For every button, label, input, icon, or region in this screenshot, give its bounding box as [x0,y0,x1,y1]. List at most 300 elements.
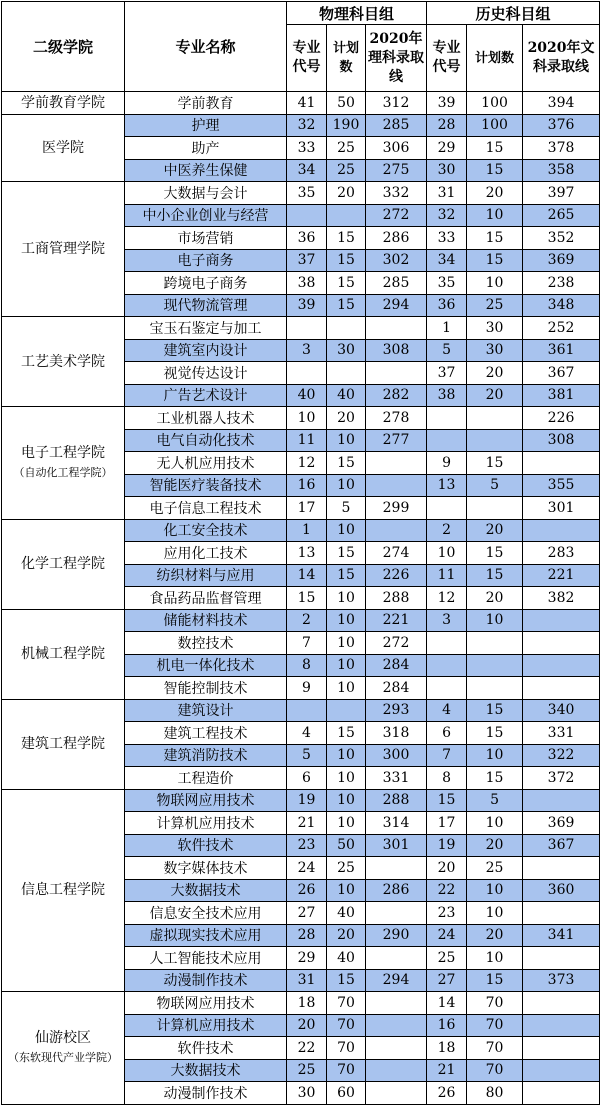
history-plan-cell: 15 [467,699,523,722]
history-code-cell: 20 [427,857,467,880]
college-cell [2,182,125,317]
history-code-cell: 29 [427,137,467,160]
physics-code-cell: 11 [287,429,327,452]
history-plan-cell: 15 [467,452,523,475]
history-plan-cell: 80 [467,1082,523,1105]
major-name-cell: 电子商务 [125,249,287,272]
history-code-cell: 1 [427,317,467,340]
history-score-cell: 341 [523,924,600,947]
history-code-cell: 9 [427,452,467,475]
physics-code-cell: 10 [287,407,327,430]
table-row [2,519,600,542]
physics-score-cell: 314 [366,812,427,835]
history-plan-cell [467,497,523,520]
physics-plan-cell: 25 [327,137,366,160]
major-name-cell: 软件技术 [125,834,287,857]
history-plan-cell: 10 [467,879,523,902]
physics-score-cell: 290 [366,924,427,947]
history-code-cell: 30 [427,159,467,182]
history-code-cell: 27 [427,969,467,992]
physics-score-cell: 300 [366,744,427,767]
physics-code-cell: 22 [287,1037,327,1060]
physics-score-cell: 226 [366,564,427,587]
history-score-cell: 381 [523,384,600,407]
physics-code-cell: 16 [287,474,327,497]
college-name: 工商管理学院 [21,241,105,257]
physics-plan-cell: 190 [327,114,366,137]
major-name-cell: 机电一体化技术 [125,654,287,677]
physics-plan-cell: 15 [327,227,366,250]
physics-code-cell: 26 [287,879,327,902]
major-name-cell: 智能医疗装备技术 [125,474,287,497]
physics-code-cell: 1 [287,519,327,542]
college-cell [2,407,125,520]
major-name-cell: 计算机应用技术 [125,1014,287,1037]
physics-plan-cell: 15 [327,294,366,317]
major-name-cell: 大数据与会计 [125,182,287,205]
physics-plan-cell: 10 [327,474,366,497]
history-plan-cell: 20 [467,924,523,947]
physics-score-cell [366,857,427,880]
physics-plan-cell: 70 [327,1037,366,1060]
history-code-cell: 12 [427,587,467,610]
physics-plan-cell: 70 [327,1059,366,1082]
header-physics-plan: 计划数 [327,25,366,92]
physics-code-cell: 20 [287,1014,327,1037]
major-name-cell: 无人机应用技术 [125,452,287,475]
header-physics-score: 2020年理科录取线 [366,25,427,92]
physics-code-cell: 2 [287,609,327,632]
major-name-cell: 工程造价 [125,767,287,790]
physics-plan-cell: 70 [327,992,366,1015]
history-score-cell: 252 [523,317,600,340]
history-code-cell: 17 [427,812,467,835]
history-plan-cell: 20 [467,587,523,610]
physics-code-cell: 30 [287,1082,327,1105]
history-plan-cell [467,429,523,452]
history-score-cell [523,654,600,677]
history-plan-cell: 15 [467,564,523,587]
physics-plan-cell: 5 [327,497,366,520]
major-name-cell: 大数据技术 [125,1059,287,1082]
physics-plan-cell: 15 [327,249,366,272]
physics-code-cell: 32 [287,114,327,137]
physics-score-cell [366,1014,427,1037]
physics-code-cell: 18 [287,992,327,1015]
physics-plan-cell: 10 [327,609,366,632]
history-score-cell: 378 [523,137,600,160]
major-name-cell: 广告艺术设计 [125,384,287,407]
history-score-cell [523,947,600,970]
physics-plan-cell: 40 [327,902,366,925]
major-name-cell: 储能材料技术 [125,609,287,632]
history-code-cell: 19 [427,834,467,857]
major-name-cell: 计算机应用技术 [125,812,287,835]
history-plan-cell: 20 [467,362,523,385]
physics-score-cell: 299 [366,497,427,520]
physics-score-cell: 302 [366,249,427,272]
header-history-code: 专业代号 [427,25,467,92]
history-score-cell: 308 [523,429,600,452]
table-row [2,609,600,632]
history-code-cell: 37 [427,362,467,385]
history-plan-cell: 25 [467,857,523,880]
major-name-cell: 化工安全技术 [125,519,287,542]
history-score-cell: 238 [523,272,600,295]
physics-code-cell: 14 [287,564,327,587]
history-code-cell [427,497,467,520]
physics-plan-cell [327,699,366,722]
physics-plan-cell: 10 [327,879,366,902]
physics-score-cell: 284 [366,654,427,677]
physics-plan-cell: 10 [327,587,366,610]
history-code-cell: 8 [427,767,467,790]
history-plan-cell [467,632,523,655]
physics-code-cell: 13 [287,542,327,565]
college-name: 医学院 [42,139,84,156]
physics-score-cell: 274 [366,542,427,565]
college-cell [2,609,125,699]
major-name-cell: 电气自动化技术 [125,429,287,452]
history-score-cell: 348 [523,294,600,317]
header-history-plan: 计划数 [467,25,523,92]
physics-code-cell: 15 [287,587,327,610]
history-score-cell: 355 [523,474,600,497]
major-name-cell: 中小企业创业与经营 [125,204,287,227]
physics-score-cell: 282 [366,384,427,407]
physics-score-cell [366,1082,427,1105]
history-score-cell: 397 [523,182,600,205]
history-score-cell [523,677,600,700]
history-code-cell: 11 [427,564,467,587]
physics-code-cell: 31 [287,969,327,992]
physics-score-cell: 318 [366,722,427,745]
history-score-cell [523,902,600,925]
college-name: 学前教育学院 [21,94,105,111]
history-code-cell: 2 [427,519,467,542]
physics-plan-cell: 50 [327,92,366,115]
physics-score-cell: 277 [366,429,427,452]
major-name-cell: 工业机器人技术 [125,407,287,430]
table-row [2,114,600,137]
history-code-cell: 4 [427,699,467,722]
major-name-cell: 食品药品监督管理 [125,587,287,610]
physics-plan-cell: 60 [327,1082,366,1105]
physics-plan-cell: 15 [327,452,366,475]
physics-score-cell: 272 [366,632,427,655]
major-name-cell: 护理 [125,114,287,137]
history-code-cell: 16 [427,1014,467,1037]
history-code-cell: 10 [427,542,467,565]
history-plan-cell: 70 [467,1037,523,1060]
physics-score-cell: 285 [366,114,427,137]
physics-plan-cell: 10 [327,744,366,767]
history-plan-cell: 70 [467,1059,523,1082]
history-code-cell: 14 [427,992,467,1015]
physics-code-cell: 36 [287,227,327,250]
college-cell [2,699,125,789]
history-code-cell [427,654,467,677]
history-score-cell [523,632,600,655]
major-name-cell: 市场营销 [125,227,287,250]
history-score-cell [523,609,600,632]
physics-score-cell [366,452,427,475]
physics-score-cell: 332 [366,182,427,205]
history-score-cell: 361 [523,339,600,362]
history-plan-cell: 10 [467,204,523,227]
history-plan-cell: 15 [467,542,523,565]
physics-plan-cell: 15 [327,542,366,565]
physics-score-cell: 293 [366,699,427,722]
history-plan-cell: 15 [467,159,523,182]
physics-score-cell [366,317,427,340]
physics-score-cell: 306 [366,137,427,160]
history-code-cell: 38 [427,384,467,407]
physics-plan-cell: 20 [327,407,366,430]
history-score-cell: 367 [523,362,600,385]
major-name-cell: 动漫制作技术 [125,969,287,992]
major-name-cell: 数字媒体技术 [125,857,287,880]
major-name-cell: 虚拟现实技术应用 [125,924,287,947]
history-score-cell: 373 [523,969,600,992]
history-plan-cell [467,654,523,677]
history-code-cell: 15 [427,789,467,812]
physics-code-cell: 4 [287,722,327,745]
history-plan-cell: 10 [467,609,523,632]
physics-score-cell: 275 [366,159,427,182]
physics-score-cell: 286 [366,879,427,902]
history-plan-cell: 100 [467,92,523,115]
college-cell [2,992,125,1105]
major-name-cell: 跨境电子商务 [125,272,287,295]
physics-plan-cell: 15 [327,969,366,992]
college-note: （自动化工程学院） [13,466,113,480]
physics-code-cell: 7 [287,632,327,655]
college-cell [2,519,125,609]
history-plan-cell: 70 [467,992,523,1015]
history-score-cell: 283 [523,542,600,565]
physics-code-cell [287,362,327,385]
history-code-cell: 39 [427,92,467,115]
history-code-cell: 28 [427,114,467,137]
history-plan-cell: 30 [467,339,523,362]
history-code-cell [427,677,467,700]
major-name-cell: 物联网应用技术 [125,789,287,812]
physics-code-cell: 40 [287,384,327,407]
physics-code-cell: 12 [287,452,327,475]
college-cell [2,92,125,115]
physics-code-cell: 28 [287,924,327,947]
history-code-cell: 18 [427,1037,467,1060]
history-plan-cell: 100 [467,114,523,137]
major-name-cell: 建筑设计 [125,699,287,722]
major-name-cell: 中医养生保健 [125,159,287,182]
physics-plan-cell: 30 [327,339,366,362]
history-score-cell: 372 [523,767,600,790]
physics-code-cell: 41 [287,92,327,115]
physics-plan-cell: 15 [327,272,366,295]
physics-code-cell: 24 [287,857,327,880]
history-code-cell: 33 [427,227,467,250]
physics-code-cell: 27 [287,902,327,925]
history-code-cell: 24 [427,924,467,947]
history-score-cell: 221 [523,564,600,587]
physics-plan-cell: 15 [327,564,366,587]
physics-code-cell: 35 [287,182,327,205]
physics-score-cell: 286 [366,227,427,250]
history-score-cell: 367 [523,834,600,857]
major-name-cell: 视觉传达设计 [125,362,287,385]
header-college: 二级学院 [2,2,125,92]
physics-plan-cell: 50 [327,834,366,857]
history-plan-cell: 5 [467,474,523,497]
history-score-cell: 322 [523,744,600,767]
history-code-cell: 25 [427,947,467,970]
physics-score-cell: 285 [366,272,427,295]
history-code-cell [427,429,467,452]
physics-code-cell: 19 [287,789,327,812]
history-score-cell [523,1014,600,1037]
physics-code-cell: 39 [287,294,327,317]
physics-code-cell: 23 [287,834,327,857]
physics-plan-cell [327,362,366,385]
history-plan-cell [467,407,523,430]
history-code-cell: 32 [427,204,467,227]
history-score-cell: 352 [523,227,600,250]
history-code-cell: 34 [427,249,467,272]
physics-plan-cell: 10 [327,789,366,812]
physics-score-cell [366,947,427,970]
physics-score-cell: 288 [366,789,427,812]
physics-plan-cell [327,204,366,227]
physics-code-cell: 33 [287,137,327,160]
physics-code-cell: 29 [287,947,327,970]
table-row [2,317,600,340]
history-score-cell: 340 [523,699,600,722]
college-name: 建筑工程学院 [21,736,105,752]
history-score-cell [523,519,600,542]
physics-plan-cell: 20 [327,182,366,205]
history-plan-cell: 10 [467,744,523,767]
physics-score-cell: 308 [366,339,427,362]
major-name-cell: 物联网应用技术 [125,992,287,1015]
college-name: 电子工程学院 [21,445,105,462]
history-code-cell: 26 [427,1082,467,1105]
history-plan-cell: 15 [467,227,523,250]
history-plan-cell: 10 [467,812,523,835]
major-name-cell: 现代物流管理 [125,294,287,317]
history-score-cell [523,452,600,475]
history-plan-cell: 20 [467,182,523,205]
physics-plan-cell: 10 [327,632,366,655]
physics-score-cell [366,992,427,1015]
table-row [2,789,600,812]
physics-score-cell [366,1059,427,1082]
college-name: 仙游校区 [35,1030,91,1047]
header-physics-group: 物理科目组 [287,2,427,25]
major-name-cell: 数控技术 [125,632,287,655]
table-row [2,407,600,430]
physics-plan-cell: 15 [327,722,366,745]
history-score-cell: 360 [523,879,600,902]
history-plan-cell: 10 [467,947,523,970]
major-name-cell: 助产 [125,137,287,160]
physics-plan-cell: 25 [327,857,366,880]
table-row [2,699,600,722]
history-score-cell [523,857,600,880]
physics-score-cell: 312 [366,92,427,115]
physics-code-cell: 3 [287,339,327,362]
physics-code-cell: 8 [287,654,327,677]
history-score-cell [523,1059,600,1082]
physics-code-cell: 37 [287,249,327,272]
header-history-score: 2020年文科录取线 [523,25,600,92]
history-code-cell [427,407,467,430]
history-code-cell: 6 [427,722,467,745]
physics-code-cell: 25 [287,1059,327,1082]
history-code-cell: 31 [427,182,467,205]
table-row [2,182,600,205]
major-name-cell: 动漫制作技术 [125,1082,287,1105]
physics-plan-cell: 10 [327,767,366,790]
physics-plan-cell: 10 [327,654,366,677]
college-cell [2,114,125,182]
physics-score-cell: 272 [366,204,427,227]
physics-code-cell: 21 [287,812,327,835]
history-score-cell: 382 [523,587,600,610]
history-plan-cell: 15 [467,137,523,160]
history-score-cell: 358 [523,159,600,182]
physics-score-cell [366,362,427,385]
history-score-cell: 369 [523,249,600,272]
history-code-cell: 35 [427,272,467,295]
major-name-cell: 建筑工程技术 [125,722,287,745]
history-plan-cell: 10 [467,902,523,925]
history-code-cell: 7 [427,744,467,767]
physics-score-cell: 288 [366,587,427,610]
physics-plan-cell: 70 [327,1014,366,1037]
header-history-group: 历史科目组 [427,2,600,25]
history-plan-cell: 25 [467,294,523,317]
history-plan-cell: 20 [467,834,523,857]
physics-score-cell: 221 [366,609,427,632]
major-name-cell: 大数据技术 [125,879,287,902]
history-code-cell: 23 [427,902,467,925]
major-name-cell: 宝玉石鉴定与加工 [125,317,287,340]
physics-score-cell: 331 [366,767,427,790]
physics-code-cell: 9 [287,677,327,700]
physics-plan-cell: 10 [327,812,366,835]
physics-plan-cell: 10 [327,429,366,452]
college-name: 机械工程学院 [21,646,105,662]
major-name-cell: 人工智能技术应用 [125,947,287,970]
college-name: 化学工程学院 [21,556,105,572]
history-plan-cell: 15 [467,969,523,992]
major-name-cell: 纺织材料与应用 [125,564,287,587]
physics-plan-cell: 40 [327,384,366,407]
history-plan-cell: 70 [467,1014,523,1037]
history-code-cell: 3 [427,609,467,632]
history-plan-cell [467,677,523,700]
college-note: （东软现代产业学院） [8,1051,118,1065]
physics-score-cell: 301 [366,834,427,857]
physics-plan-cell: 25 [327,159,366,182]
physics-code-cell: 6 [287,767,327,790]
physics-score-cell [366,474,427,497]
history-code-cell: 21 [427,1059,467,1082]
history-plan-cell: 20 [467,519,523,542]
history-plan-cell: 10 [467,272,523,295]
